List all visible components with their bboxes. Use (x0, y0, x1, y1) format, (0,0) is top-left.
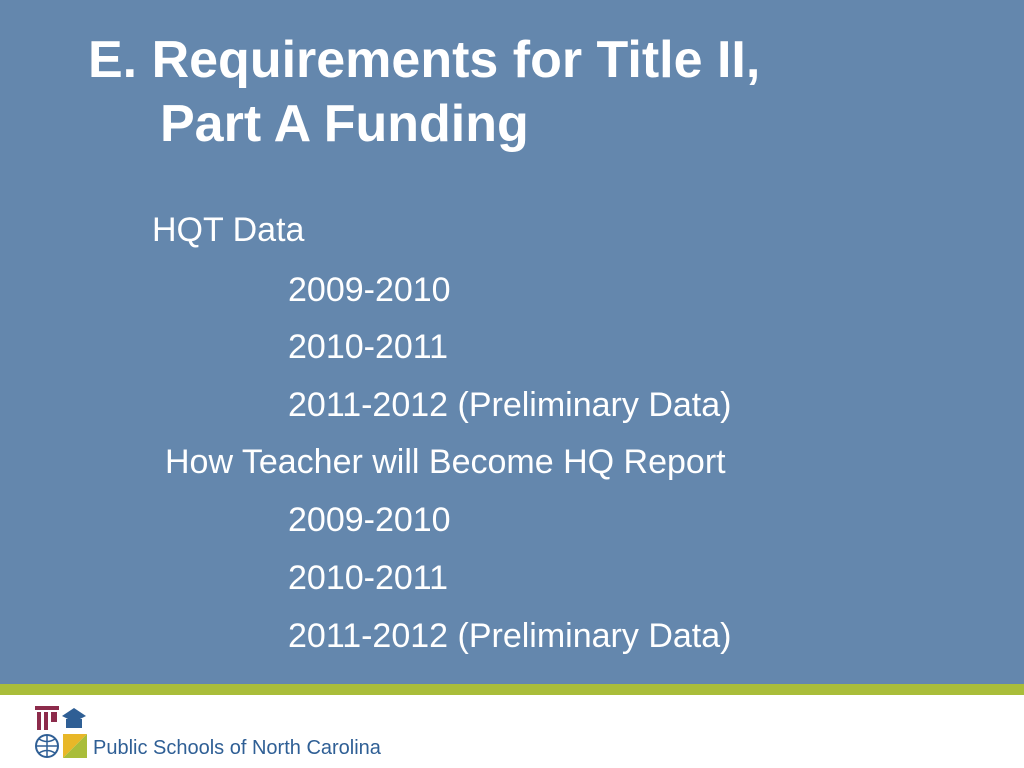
hq-report-heading: How Teacher will Become HQ Report (165, 443, 726, 481)
public-schools-nc-logo-icon (33, 704, 89, 760)
title-line-1: E. Requirements for Title II, (88, 31, 761, 89)
title-line-2: Part A Funding (160, 95, 529, 153)
hq-report-item: 2011-2012 (Preliminary Data) (288, 617, 732, 655)
hqt-data-heading: HQT Data (152, 211, 305, 249)
hqt-data-item: 2009-2010 (288, 271, 451, 309)
hqt-data-item: 2010-2011 (288, 328, 449, 366)
footer-org-name: Public Schools of North Carolina (93, 737, 381, 759)
hq-report-item: 2010-2011 (288, 559, 449, 597)
accent-divider (0, 684, 1024, 695)
hq-report-item: 2009-2010 (288, 501, 451, 539)
hqt-data-item: 2011-2012 (Preliminary Data) (288, 386, 732, 424)
slide-title (88, 28, 760, 156)
